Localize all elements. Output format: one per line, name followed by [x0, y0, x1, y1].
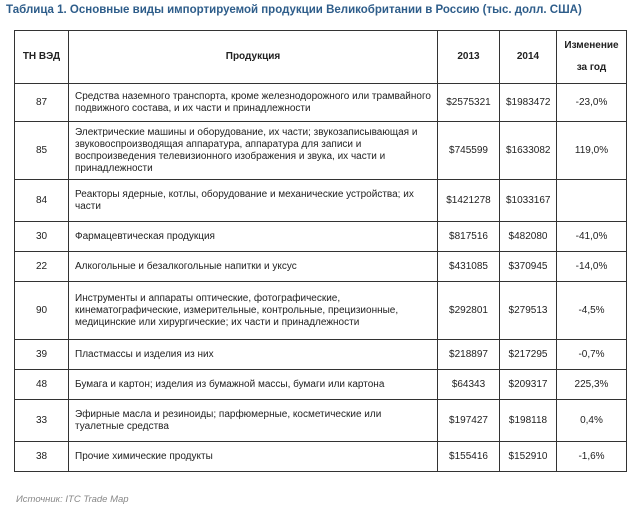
row-value-2014: $152910 — [500, 442, 557, 472]
row-change: -23,0% — [557, 84, 627, 122]
row-code: 48 — [15, 370, 69, 400]
table-row — [15, 400, 627, 442]
source-note: Источник: ITC Trade Map — [16, 494, 129, 505]
table-row — [15, 282, 627, 340]
row-product: Алкогольные и безалкогольные напитки и уксус — [69, 252, 438, 282]
row-change: 119,0% — [557, 122, 627, 180]
row-value-2014: $482080 — [500, 222, 557, 252]
row-value-2013: $64343 — [438, 370, 500, 400]
row-change: -0,7% — [557, 340, 627, 370]
row-code: 87 — [15, 84, 69, 122]
row-value-2014: $198118 — [500, 400, 557, 442]
table-row — [15, 442, 627, 472]
row-value-2013: $218897 — [438, 340, 500, 370]
header-2013: 2013 — [438, 31, 500, 84]
table-row — [15, 252, 627, 282]
row-product: Прочие химические продукты — [69, 442, 438, 472]
header-2014: 2014 — [500, 31, 557, 84]
row-code: 85 — [15, 122, 69, 180]
row-product: Бумага и картон; изделия из бумажной массы, бумаги или картона — [69, 370, 438, 400]
header-change: Изменение за год — [557, 31, 627, 84]
row-product: Пластмассы и изделия из них — [69, 340, 438, 370]
row-product: Инструменты и аппараты оптические, фотографические, кинематографические, измерительные, контрольные, прецизионные, медицинские или хирургические; их части и принадлежности — [69, 282, 438, 340]
header-code: ТН ВЭД — [15, 31, 69, 84]
row-value-2013: $197427 — [438, 400, 500, 442]
row-value-2013: $2575321 — [438, 84, 500, 122]
row-code: 84 — [15, 180, 69, 222]
row-code: 22 — [15, 252, 69, 282]
row-value-2014: $1983472 — [500, 84, 557, 122]
row-change: -1,6% — [557, 442, 627, 472]
import-table — [14, 30, 627, 472]
row-value-2014: $279513 — [500, 282, 557, 340]
row-code: 30 — [15, 222, 69, 252]
row-product: Фармацевтическая продукция — [69, 222, 438, 252]
row-value-2013: $1421278 — [438, 180, 500, 222]
table-title: Таблица 1. Основные виды импортируемой продукции Великобритании в Россию (тыс. долл. США) — [6, 4, 582, 16]
row-change: -14,0% — [557, 252, 627, 282]
row-code: 33 — [15, 400, 69, 442]
header-product: Продукция — [69, 31, 438, 84]
row-code: 38 — [15, 442, 69, 472]
table-row — [15, 370, 627, 400]
table-row — [15, 340, 627, 370]
row-value-2014: $370945 — [500, 252, 557, 282]
row-change: -41,0% — [557, 222, 627, 252]
row-value-2014: $217295 — [500, 340, 557, 370]
table-header-row — [15, 31, 627, 84]
table-row — [15, 180, 627, 222]
row-change: 225,3% — [557, 370, 627, 400]
row-code: 90 — [15, 282, 69, 340]
row-value-2013: $155416 — [438, 442, 500, 472]
row-value-2014: $209317 — [500, 370, 557, 400]
row-change — [557, 180, 627, 222]
row-product: Электрические машины и оборудование, их части; звукозаписывающая и звуковоспроизводящая аппаратура, аппаратура для записи и воспроизведения телевизионного изображения и звука, их части и принадлежности — [69, 122, 438, 180]
table-row — [15, 84, 627, 122]
row-value-2014: $1633082 — [500, 122, 557, 180]
row-value-2014: $1033167 — [500, 180, 557, 222]
row-product: Средства наземного транспорта, кроме железнодорожного или трамвайного подвижного состава, и их части и принадлежности — [69, 84, 438, 122]
row-product: Эфирные масла и резиноиды; парфюмерные, косметические или туалетные средства — [69, 400, 438, 442]
row-value-2013: $292801 — [438, 282, 500, 340]
table-row — [15, 122, 627, 180]
row-change: 0,4% — [557, 400, 627, 442]
row-product: Реакторы ядерные, котлы, оборудование и механические устройства; их части — [69, 180, 438, 222]
row-value-2013: $431085 — [438, 252, 500, 282]
row-code: 39 — [15, 340, 69, 370]
row-value-2013: $817516 — [438, 222, 500, 252]
row-value-2013: $745599 — [438, 122, 500, 180]
table-row — [15, 222, 627, 252]
row-change: -4,5% — [557, 282, 627, 340]
